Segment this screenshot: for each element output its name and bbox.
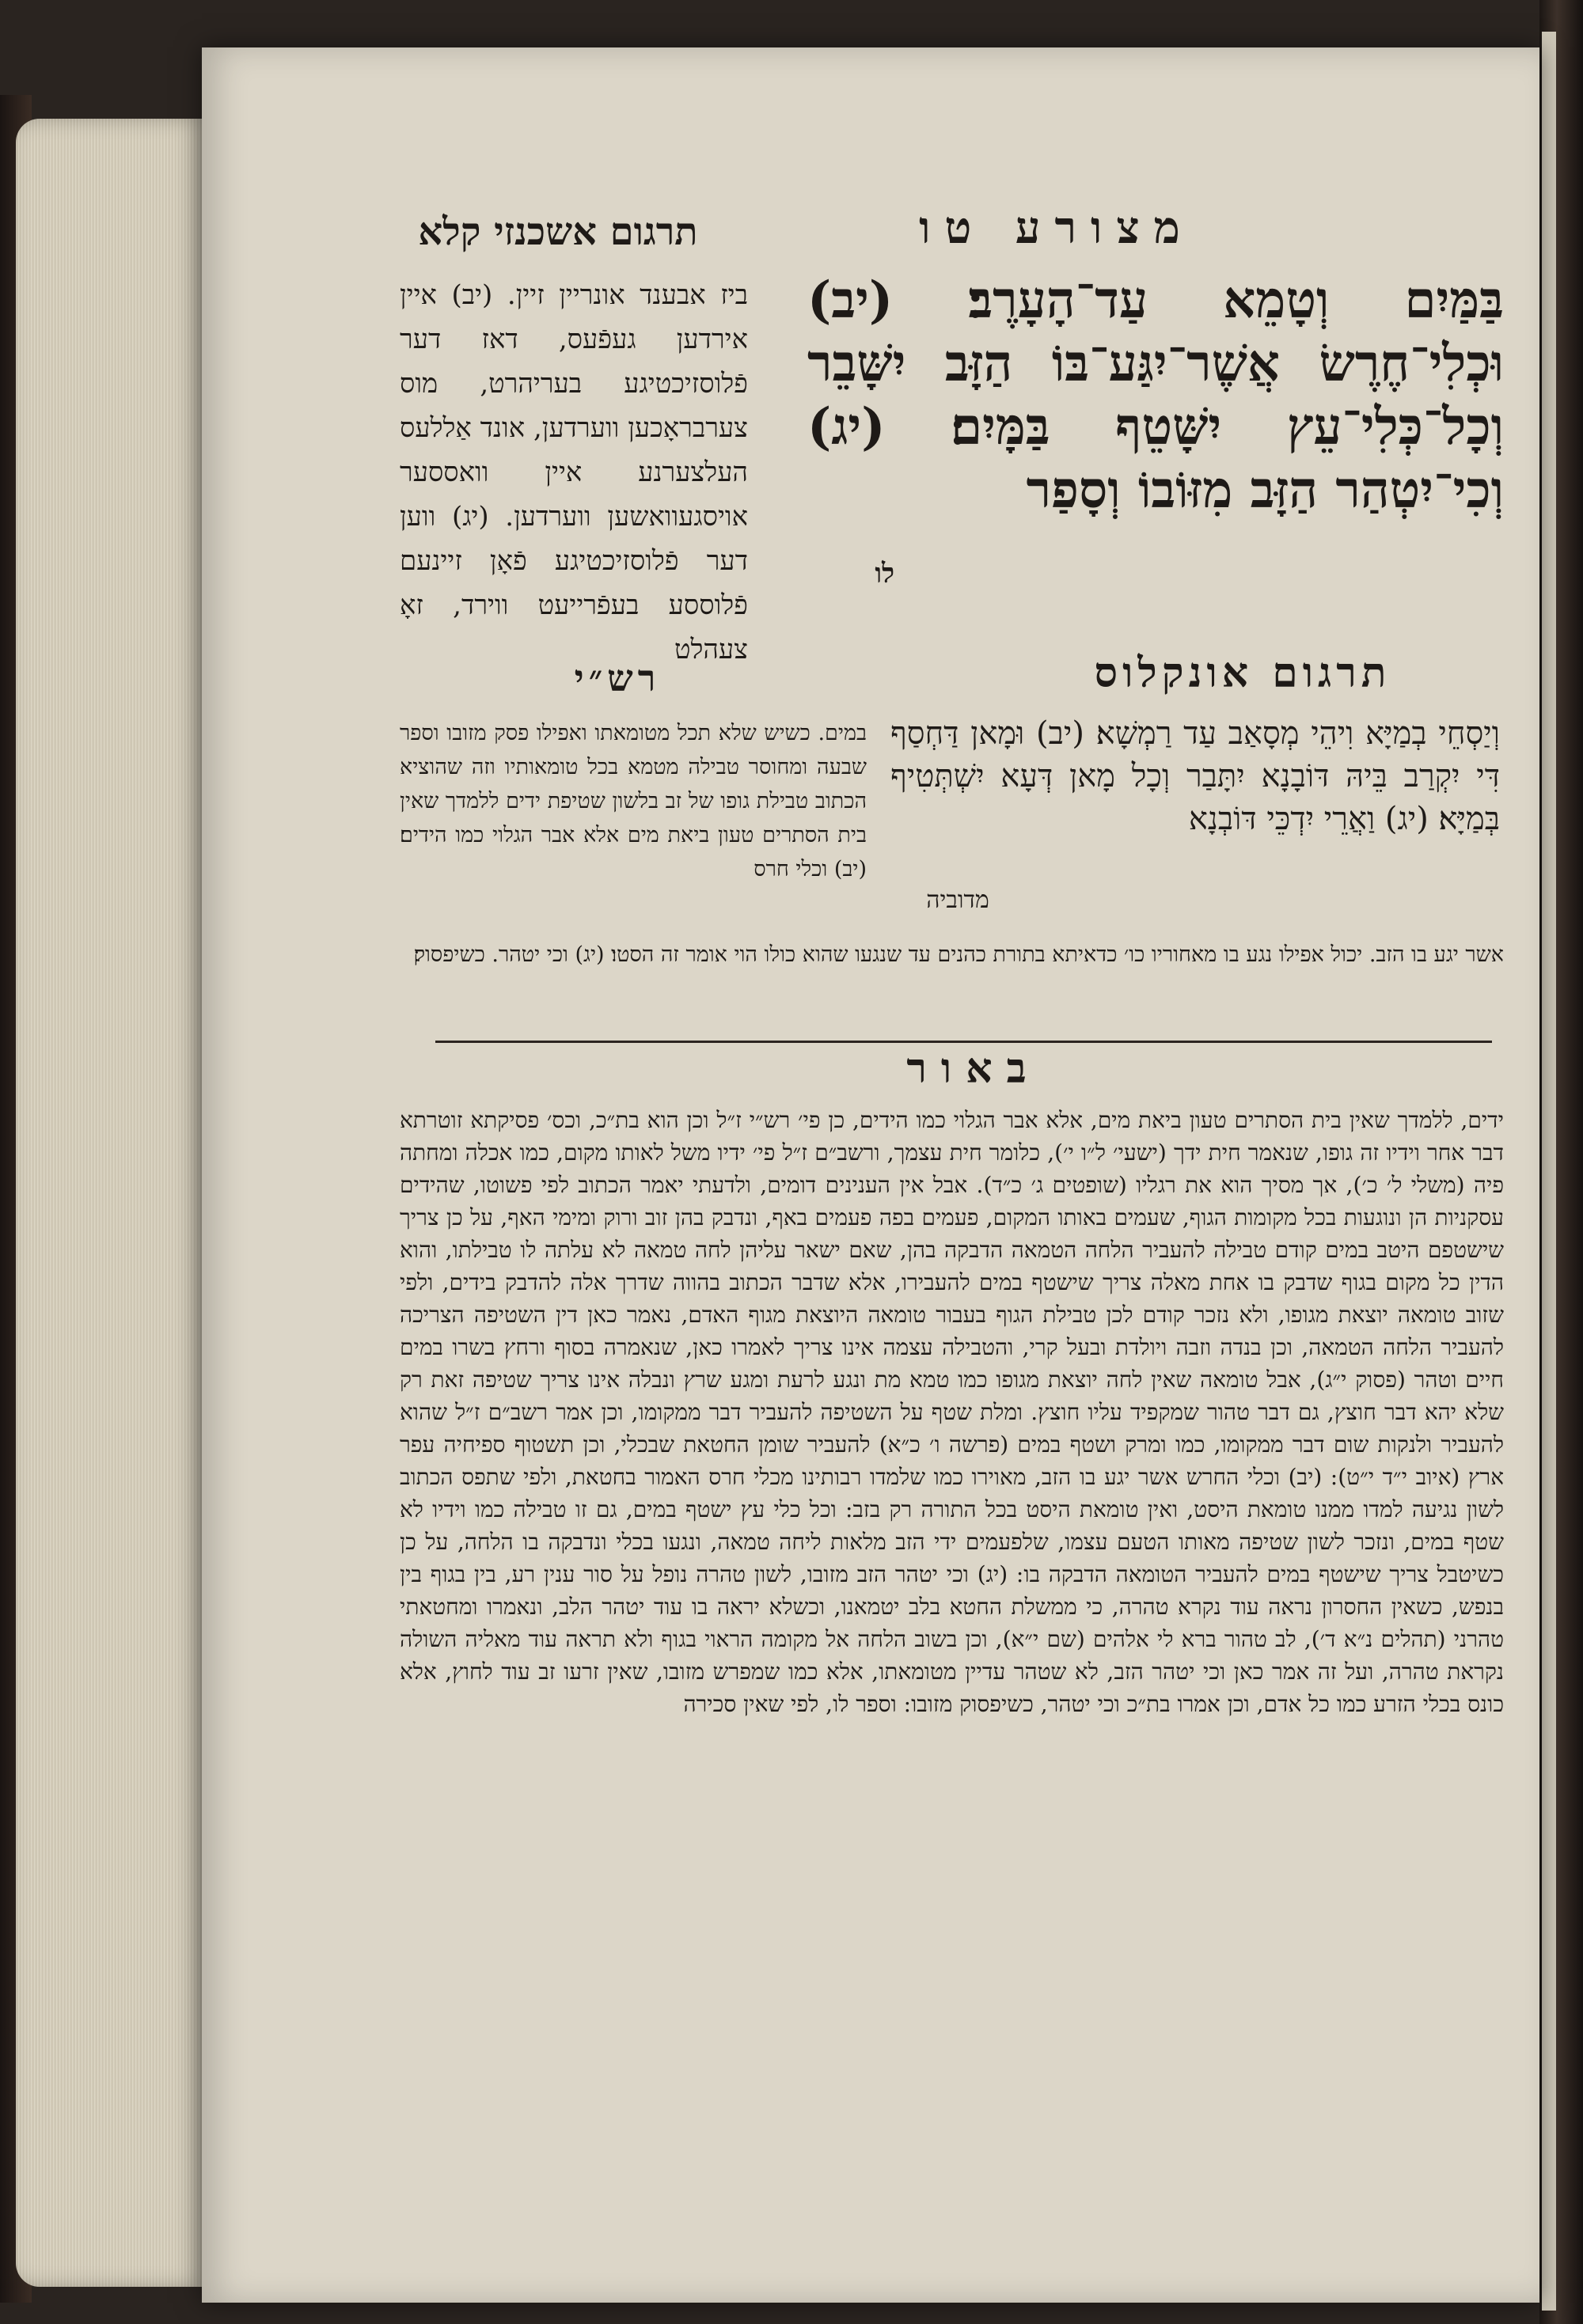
rashi-text: במים. כשיש שלא תכל מטומאתו ואפילו פסק מזובו וספר שבעה ומחוסר טבילה מטמא בכל טומאותיו וזה שהוציא הכתוב טבילת גופו של זב בלשון שטיפת ידים ללמדך שאין בית הסתרים טעון ביאת מים אלא אבר הגלוי כמו הידים׃ (יב) וכלי חרס xyxy=(400,721,867,881)
mikra-text: בַּמַּיִם וְטָמֵא עַד־הָעָרֶב׃ (יב) וּכְלִי־חֶרֶשׂ אֲשֶׁר־יִגַּע־בּוֹ הַזָּב יִשָּׁבֵר וְכָל־כְּלִי־עֵץ יִשָּׁטֵף בַּמָּיִם׃ (יג) וְכִי־יִטְהַר הַזָּב מִזּוֹבוֹ וְסָפַר xyxy=(807,271,1504,520)
page-edges xyxy=(16,119,206,2287)
rashi-continuation: אשר יגע בו הזב. יכול אפילו נגע בו מאחוריו כו׳ כדאיתא בתורת כהנים עד שנגעו שהוא כולו הוי אומר זה הסטו׃ (יג) וכי יטהר. כשיפסוק׃ xyxy=(413,942,1504,967)
onkelos-text: וְיַסְחֵי בְמַיָּא וִיהֵי מְסָאַב עַד רַמְשָׁא׃ (יב) וּמָאן דַּחְסַף דִּי יִקְרַב בֵּיהּ דּוֹבָנָא יִתָּבַר וְכָל מָאן דְּעָא יִשְׁתְּטִיף בְּמַיָּא׃ (יג) וַאֲרֵי יִדְכֵּי דּוֹבְנָא xyxy=(890,715,1500,837)
targum-ashkenazi-text: ביז אבענד אונריין זיין. (יב) איין אירדען געפֿעס, דאז דער פֿלוסזיכטיגע בעריהרט, מוס צערבראָכען ווערדען, אונד אַללעס העלצערנע איין וואססער אויסגעוואשען ווערדען. (יג) ווען דער פֿלוסזיכטיגע פֿאָן זיינעם פֿלוססע בעפֿרייעט ווירד, זאָ צעהלט xyxy=(400,279,748,665)
onkelos-heading: תרגום אונקלוס xyxy=(1094,649,1391,697)
section-divider xyxy=(435,1041,1492,1043)
facing-page-edge xyxy=(1542,32,1556,2311)
onkelos-catchword: מדוביה xyxy=(926,886,989,914)
mikra-catchword: לו xyxy=(875,558,894,590)
running-head-targum-ashkenazi: תרגום אשכנזי קלא xyxy=(418,210,698,254)
running-head-parsha: מצורע טו xyxy=(919,202,1194,254)
biur-text: ידים, ללמדך שאין בית הסתרים טעון ביאת מים, אלא אבר הגלוי כמו הידים, כן פי׳ רש״י ז״ל וכן הוא בת״כ, וכס׳ פסיקתא זוטרתא דבר אחר וידיו זה גופו, שנאמר חית ידך (ישעי׳ ל״ו י׳), כלומר חית עצמך, ורשב״ם ז״ל פי׳ ידיו משל לאותו מקום, כמו אכלה ומחתה פיה (משלי ל׳ כ׳), אך מסיך הוא את רגליו (שופטים ג׳ כ״ד). אבל אין הענינים דומים, ולדעתי יאמר הכתוב לפי פשוטו, שהידים עסקניות הן ונוגעות בכל מקומות הגוף, שעמים באותו המקום, פעמים בפה פעמים באף, ונדבק בהן זוב ורוק ומימי האף, על כן צריך שישטפם היטב במים קודם טבילה להעביר הלחה הטמאה הדבקה בהן, שאם ישאר עליהן לחה טמאה לא עלתה לו טבילתו, והוא הדין כל מקום בגוף שדבק בו אחת מאלה צריך שישטף במים להעבירו, אלא שדבר הכתוב בהווה שדרך אלה להדבק בידים, ולפי שזוב טומאה יוצאת מגופו, ולא נזכר קודם לכן טבילת הגוף בעבור טומאה היוצאת מגוף האדם, נאמר כאן דין השטיפה הצריכה להעביר הלחה הטמאה, וכן בנדה וזבה ויולדת ובעל קרי, והטבילה עצמה אינו צריך לאמרו כאן, שנאמרה בסוף ורחץ בשרו במים חיים וטהר (פסוק י״ג), אבל טומאה שאין לחה יוצאת מגופו כמו טמא מת ונגע לרעת ומגע שרץ ונבלה אינו צריך שטיפה זאת רק שלא יהא דבר חוצץ, גם דבר טהור שמקפיד עליו חוצץ. ומלת שטף על השטיפה להעביר דבר ממקומו, וכן אמר רשב״ם ז״ל שהוא להעביר ולנקות שום דבר ממקומו, כמו ומרק ושטף במים (פרשה ו׳ כ״א) להעביר שומן החטאת שבכלי, וכן תשטוף ספיחיה עפר ארץ (איוב י״ד י״ט): (יב) וכלי החרש אשר יגע בו הזב, מאוירו כמו שלמדו רבותינו מכלי חרס האמור בחטאת, ולפי שתפס הכתוב לשון נגיעה למדו ממנו טומאת היסט, ואין טומאת היסט בכל התורה רק בזב: וכל כלי עץ ישטף במים, גם זו טבילה כמו וידיו לא שטף במים, ונזכר לשון שטיפה מאותו הטעם עצמו, שלפעמים ידי הזב מלאות ליחה טמאה, ונגעו בכלי ונדבקה בו הלחה, על כן כשיטבל צריך שישטף במים להעביר הטומאה הדבקה בו: (יג) וכי יטהר הזב מזובו, לשון טהרה נופל על סור ענין רע, בין בגוף בין בנפש, כשאין החסרון נראה עוד נקרא טהרה, כי ממשלת החטא בלב יטמאנו, וכשלא יראה בו עוד יטהר הלב, ונאמרו ומחטאתי טהרני (תהלים נ״א ד׳), לב טהור ברא לי אלהים (שם י״א), וכן בשוב הלחה אל מקומה הראוי בגוף ולא תראה עוד מאליה השולה נקראת טהרה, ועל זה אמר כאן וכי יטהר הזב, לא שטהר עדיין מטומאתו, אלא כמו שמפרש מזובו, שאין זרעו זב עוד לחוץ, אלא כונס בכלי הזרע כמו כל אדם, וכן אמרו בת״כ וכי יטהר, כשיפסוק מזובו: וספר לו, לפי שאין סכירה xyxy=(400,1107,1504,1717)
rashi-heading: רש״י xyxy=(574,657,661,699)
biur-heading: באור xyxy=(906,1044,1041,1093)
